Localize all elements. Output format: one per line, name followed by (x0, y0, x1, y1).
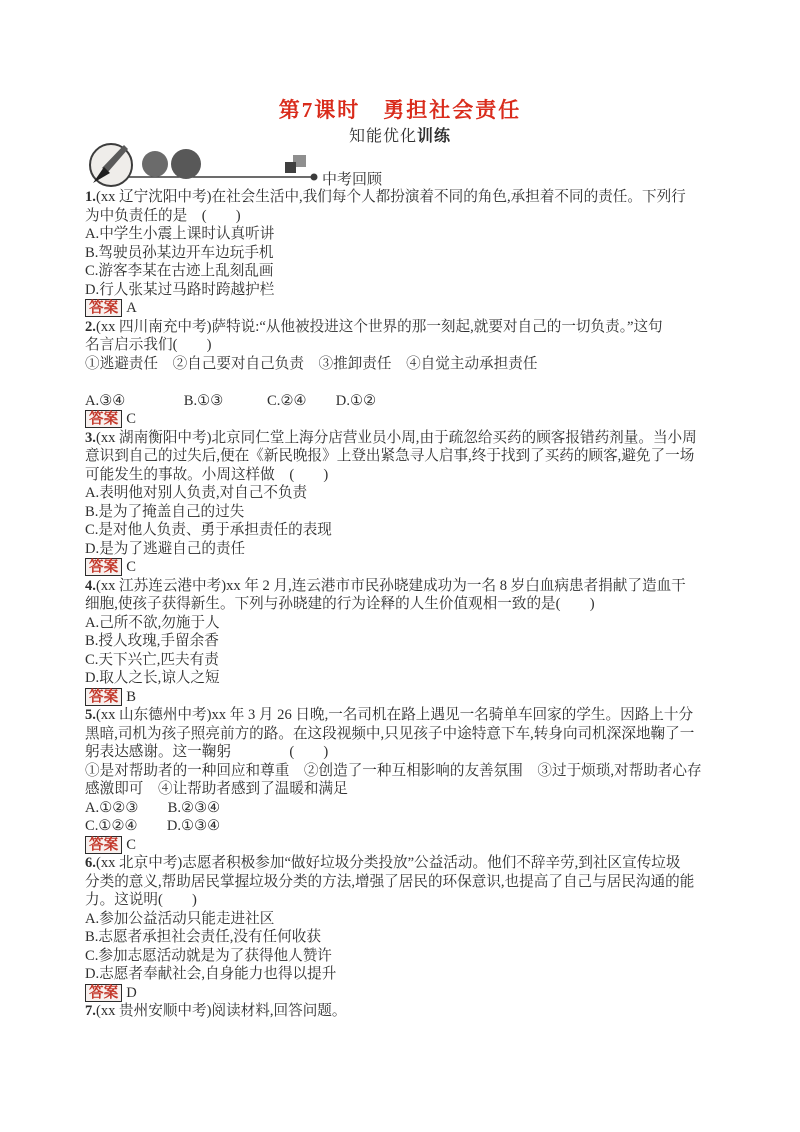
question-line: A.中学生小震上课时认真听讲 (85, 226, 275, 242)
question-line: B.授人玫瑰,手留余香 (85, 633, 219, 649)
question-number: 1. (85, 189, 96, 205)
question-line: ①逃避责任 ②自己要对自己负责 ③推卸责任 ④自觉主动承担责任 (85, 355, 538, 372)
question-text: (xx 湖南衡阳中考)北京同仁堂上海分店营业员小周,由于疏忽给买药的顾客报错药剂量。当小周 (95, 429, 697, 446)
question-line: ①是对帮助者的一种回应和尊重 ②创造了一种互相影响的友善氛围 ③过于烦琐,对帮助者心存 (85, 762, 702, 779)
question-4 (85, 577, 765, 707)
question-line: 黑暗,司机为孩子照亮前方的路。在这段视频中,只见孩子中途特意下车,转身向司机深深地鞠了一 (85, 725, 695, 742)
answer-label: 答案 (85, 558, 122, 576)
question-line: 细胞,使孩子获得新生。下列与孙晓建的行为诠释的人生价值观相一致的是( ) (85, 596, 595, 612)
answer-line (85, 836, 765, 855)
question-line: B.驾驶员孙某边开车边玩手机 (85, 244, 274, 261)
subtitle-regular: 知能优化 (348, 128, 417, 145)
question-stem-line (85, 577, 765, 596)
question-text: (xx 山东德州中考)xx 年 3 月 26 日晚,一名司机在路上遇见一名骑单车回家的学生。因路上十分 (95, 707, 694, 723)
question-line: 分类的意义,帮助居民掌握垃圾分类的方法,增强了居民的环保意识,也提高了自己与居民沟通的能 (85, 873, 695, 890)
question-line: 力。这说明( ) (85, 892, 197, 908)
question-stem-line (85, 1002, 765, 1021)
logo-dot-2 (171, 149, 201, 179)
question-text: (xx 北京中考)志愿者积极参加“做好垃圾分类投放”公益活动。他们不辞辛劳,到社区宣传垃圾 (95, 855, 681, 871)
answer-line (85, 984, 765, 1003)
question-stem-line (85, 429, 765, 448)
question-number: 2. (85, 318, 96, 335)
question-line: 感激即可 ④让帮助者感到了温暖和满足 (85, 781, 348, 797)
question-line: A.表明他对别人负责,对自己不负责 (85, 485, 308, 501)
question-number: 5. (85, 707, 96, 723)
section-header (80, 138, 740, 190)
question-line: 可能发生的事故。小周这样做 ( ) (85, 466, 329, 483)
answer-letter: B (126, 688, 136, 705)
answer-label: 答案 (85, 410, 122, 428)
question-stem-line (85, 188, 765, 207)
question-6 (85, 854, 765, 1002)
question-line: C.天下兴亡,匹夫有责 (85, 651, 219, 668)
answer-line (85, 299, 765, 318)
question-line: 躬表达感谢。这一鞠躬 ( ) (85, 744, 329, 760)
questions (85, 188, 765, 1021)
question-3 (85, 429, 765, 577)
question-7 (85, 1002, 765, 1021)
question-stem-line (85, 854, 765, 873)
answer-label: 答案 (85, 984, 122, 1002)
answer-letter: A (126, 300, 137, 316)
question-line: D.行人张某过马路时跨越护栏 (85, 281, 275, 298)
question-line: A.己所不欲,勿施于人 (85, 614, 220, 631)
question-line: B.志愿者承担社会责任,没有任何收获 (85, 929, 321, 945)
question-line: A.③④ B.①③ C.②④ D.①② (85, 392, 377, 409)
section-title: 中考回顾 (322, 172, 383, 188)
question-line: 名言启示我们( ) (85, 337, 212, 353)
bullet-icon (311, 174, 318, 181)
question-line: 为中负责任的是 ( ) (85, 207, 241, 224)
answer-line (85, 688, 765, 707)
question-stem-line (85, 706, 765, 725)
answer-label: 答案 (85, 299, 122, 317)
question-line (85, 373, 765, 392)
page-title: 第7课时 勇担社会责任 (278, 98, 522, 122)
question-line: C.游客李某在古迹上乱刻乱画 (85, 263, 274, 279)
answer-label: 答案 (85, 836, 122, 854)
question-line: 意识到自己的过失后,便在《新民晚报》上登出紧急寻人启事,终于找到了买药的顾客,避免了一场 (85, 448, 695, 464)
logo-square-dark (285, 162, 296, 173)
question-line: D.志愿者奉献社会,自身能力也得以提升 (85, 966, 337, 982)
question-1 (85, 188, 765, 318)
question-number: 3. (85, 429, 96, 446)
answer-line (85, 410, 765, 429)
question-stem-line (85, 318, 765, 337)
question-text: (xx 贵州安顺中考)阅读材料,回答问题。 (95, 1003, 347, 1019)
question-text: (xx 辽宁沈阳中考)在社会生活中,我们每个人都扮演着不同的角色,承担着不同的责任。下列行 (95, 189, 686, 205)
answer-letter: C (126, 559, 136, 575)
question-line: D.取人之长,谅人之短 (85, 670, 220, 686)
answer-letter: C (126, 411, 136, 427)
question-line: A.参加公益活动只能走进社区 (85, 910, 275, 927)
question-line: B.是为了掩盖自己的过失 (85, 503, 245, 520)
answer-line (85, 558, 765, 577)
question-line: C.①②④ D.①③④ (85, 818, 221, 834)
question-2 (85, 318, 765, 429)
question-number: 4. (85, 577, 96, 594)
question-number: 7. (85, 1003, 96, 1019)
answer-label: 答案 (85, 688, 122, 706)
brush-logo-icon (80, 138, 740, 190)
logo-dot-1 (142, 151, 168, 177)
question-text: (xx 江苏连云港中考)xx 年 2 月,连云港市市民孙晓建成功为一名 8 岁白血病患者捐献了造血干 (95, 577, 686, 594)
answer-letter: C (126, 836, 136, 853)
question-line: C.参加志愿活动就是为了获得他人赞许 (85, 947, 332, 964)
question-5 (85, 706, 765, 854)
answer-letter: D (126, 984, 137, 1001)
question-text: (xx 四川南充中考)萨特说:“从他被投进这个世界的那一刻起,就要对自己的一切负责。”这句 (95, 318, 663, 335)
question-number: 6. (85, 855, 96, 871)
question-line: A.①②③ B.②③④ (85, 799, 221, 816)
subtitle-bold: 训练 (417, 128, 452, 145)
question-line: C.是对他人负责、勇于承担责任的表现 (85, 522, 332, 538)
question-line: D.是为了逃避自己的责任 (85, 540, 246, 557)
